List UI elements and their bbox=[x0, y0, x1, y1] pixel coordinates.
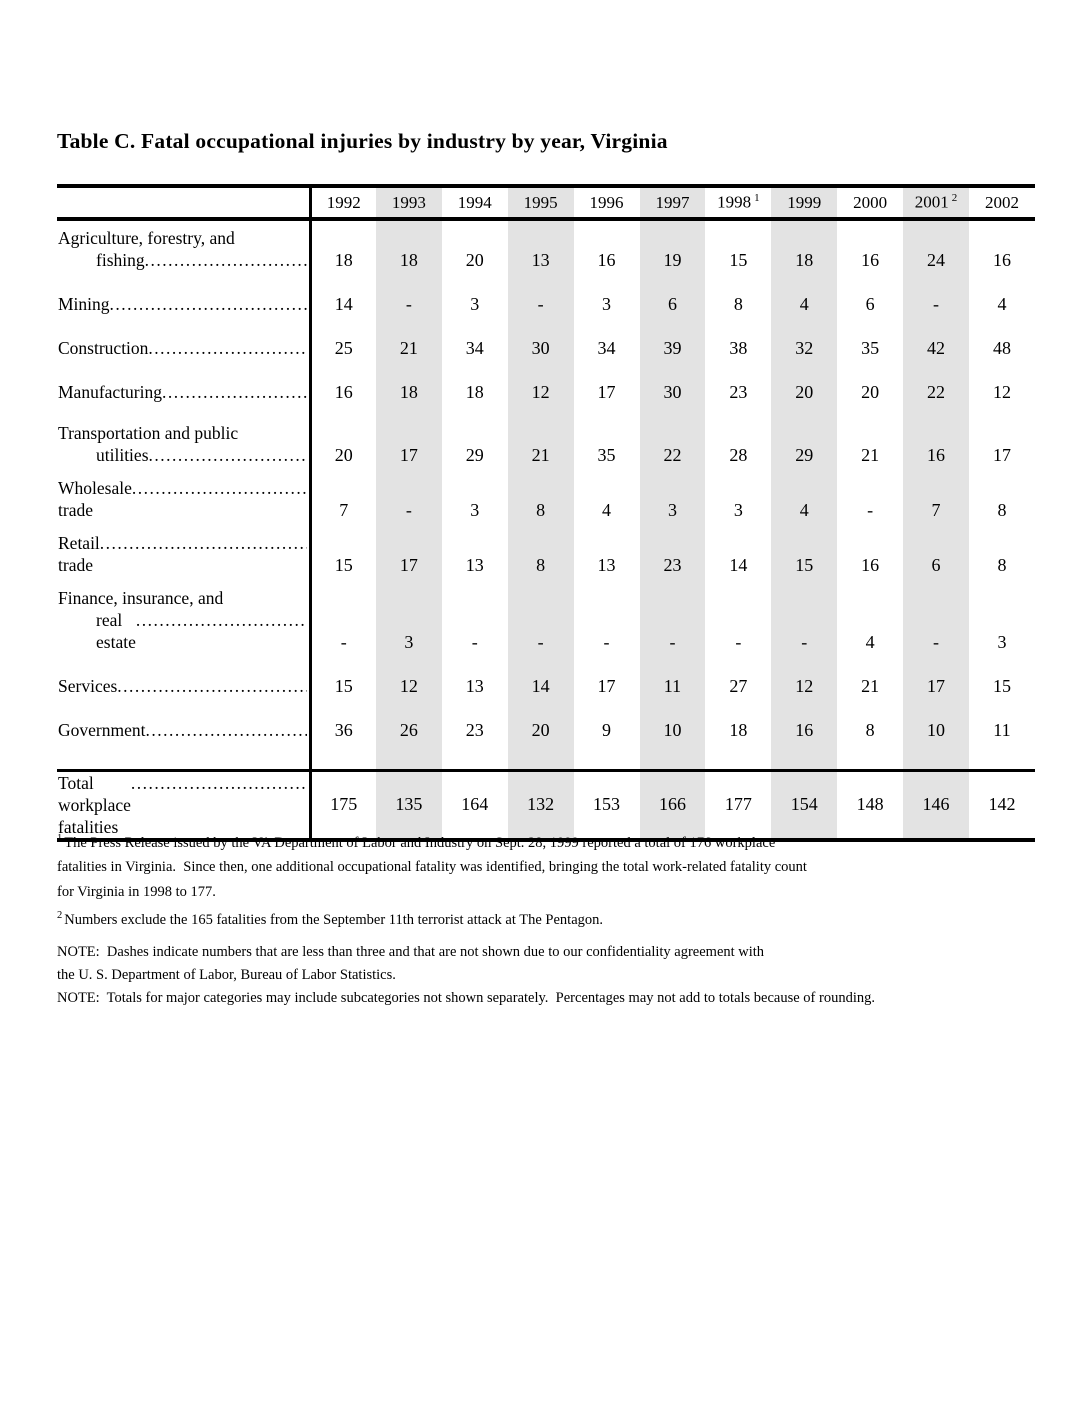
value-cell: 16 bbox=[861, 250, 880, 270]
value-cell: 18 bbox=[465, 382, 484, 402]
footnote-marker: 2 bbox=[57, 910, 63, 922]
total-value-cell: 177 bbox=[724, 794, 752, 814]
dot-leader bbox=[145, 249, 307, 271]
fatalities-table bbox=[57, 184, 1035, 842]
row-label-text: Finance, insurance, and bbox=[58, 588, 224, 608]
value-cell: 24 bbox=[903, 219, 969, 282]
value-cell: 3 bbox=[470, 294, 480, 314]
value-cell: - bbox=[640, 587, 706, 664]
industry-row bbox=[57, 708, 1035, 752]
total-value-cell: 166 bbox=[640, 770, 706, 840]
value-cell: 25 bbox=[334, 338, 353, 358]
row-label-text: real estate bbox=[96, 610, 136, 652]
year-header-1995 bbox=[508, 186, 574, 219]
value-cell: 12 bbox=[508, 370, 574, 414]
value-cell: - bbox=[376, 282, 442, 326]
value-cell: - bbox=[903, 587, 969, 664]
value-cell: 12 bbox=[992, 382, 1011, 402]
total-value-cell: 142 bbox=[988, 794, 1016, 814]
row-label-text: Wholesale trade bbox=[58, 478, 132, 520]
value-cell: 29 bbox=[771, 414, 837, 477]
row-label bbox=[57, 370, 310, 414]
year-header-1992 bbox=[310, 186, 376, 219]
value-cell: 4 bbox=[997, 294, 1007, 314]
value-cell: 15 bbox=[729, 250, 748, 270]
dot-leader bbox=[145, 719, 306, 741]
year-header-1999 bbox=[771, 186, 837, 219]
row-label-text: Services bbox=[58, 676, 118, 696]
industry-row bbox=[57, 326, 1035, 370]
value-cell: 39 bbox=[640, 326, 706, 370]
footnote-marker: 1 bbox=[754, 192, 760, 205]
dot-leader bbox=[131, 772, 307, 794]
value-cell: - bbox=[903, 282, 969, 326]
value-cell: 4 bbox=[602, 500, 612, 520]
value-cell: 36 bbox=[334, 720, 353, 740]
value-cell: 20 bbox=[508, 708, 574, 752]
value-cell: 17 bbox=[597, 676, 616, 696]
footnote-marker: 2 bbox=[951, 192, 958, 205]
value-cell: 21 bbox=[861, 445, 880, 465]
value-cell: 6 bbox=[903, 532, 969, 587]
year-label: 2002 bbox=[984, 192, 1019, 212]
value-cell: 3 bbox=[376, 587, 442, 664]
value-cell: 16 bbox=[771, 708, 837, 752]
footnote-line: $^1$ The Press Release issued by the VA Department of Labor and Industry on Sept. 28, 1999 reported a total of 176 workplace bbox=[57, 833, 776, 851]
value-cell: 35 bbox=[597, 445, 616, 465]
value-cell: 20 bbox=[334, 445, 353, 465]
year-label: 1995 bbox=[523, 192, 558, 212]
note-line: NOTE: Totals for major categories may include subcategories not shown separately. Percentages may not add to totals because of rounding. bbox=[57, 990, 875, 1006]
row-label-text: Retail trade bbox=[58, 533, 100, 575]
year-header-2001 bbox=[903, 186, 969, 219]
total-value-cell: 164 bbox=[461, 794, 489, 814]
row-label bbox=[57, 532, 310, 587]
value-cell: 16 bbox=[903, 414, 969, 477]
value-cell: 23 bbox=[465, 720, 484, 740]
value-cell: 3 bbox=[733, 500, 743, 520]
value-cell: 3 bbox=[470, 500, 480, 520]
value-cell: 8 bbox=[508, 532, 574, 587]
value-cell: 19 bbox=[640, 219, 706, 282]
value-cell: 15 bbox=[771, 532, 837, 587]
row-label-text: Transportation and public bbox=[58, 423, 239, 443]
industry-row bbox=[57, 664, 1035, 708]
year-label: 1994 bbox=[457, 192, 492, 212]
value-cell: - bbox=[508, 282, 574, 326]
year-header-1994 bbox=[442, 186, 508, 219]
value-cell: 42 bbox=[903, 326, 969, 370]
row-label bbox=[57, 587, 310, 664]
year-label: 1999 bbox=[787, 192, 822, 212]
value-cell: 26 bbox=[376, 708, 442, 752]
year-header-2002 bbox=[969, 186, 1035, 219]
value-cell: 16 bbox=[597, 250, 616, 270]
dot-leader bbox=[132, 477, 307, 499]
year-label: 2000 bbox=[853, 192, 888, 212]
value-cell: 10 bbox=[903, 708, 969, 752]
value-cell: 11 bbox=[640, 664, 706, 708]
value-cell: 28 bbox=[729, 445, 748, 465]
value-cell: 34 bbox=[597, 338, 616, 358]
spacer-row bbox=[57, 752, 1035, 770]
dot-leader bbox=[100, 532, 307, 554]
value-cell: 6 bbox=[640, 282, 706, 326]
industry-row bbox=[57, 282, 1035, 326]
value-cell: 23 bbox=[640, 532, 706, 587]
row-label-text: utilities bbox=[96, 445, 149, 465]
page-title: Table C. Fatal occupational injuries by industry by year, Virginia bbox=[57, 129, 668, 153]
value-cell: 20 bbox=[861, 382, 880, 402]
value-cell: 14 bbox=[729, 555, 748, 575]
value-cell: 8 bbox=[733, 294, 743, 314]
value-cell: 13 bbox=[508, 219, 574, 282]
dot-leader bbox=[162, 381, 307, 403]
value-cell: 3 bbox=[602, 294, 612, 314]
value-cell: 16 bbox=[334, 382, 353, 402]
value-cell: 15 bbox=[334, 555, 353, 575]
row-label-text: Mining bbox=[58, 294, 110, 314]
value-cell: 18 bbox=[771, 219, 837, 282]
value-cell: 21 bbox=[508, 414, 574, 477]
year-label: 1996 bbox=[589, 192, 624, 212]
value-cell: 4 bbox=[865, 632, 875, 652]
note-line: the U. S. Department of Labor, Bureau of Labor Statistics. bbox=[57, 967, 396, 983]
industry-row bbox=[57, 587, 1035, 664]
value-cell: 20 bbox=[771, 370, 837, 414]
total-value-cell: 135 bbox=[376, 770, 442, 840]
total-value-cell: 132 bbox=[508, 770, 574, 840]
value-cell: - bbox=[376, 477, 442, 532]
value-cell: 13 bbox=[465, 676, 484, 696]
row-label-text: Agriculture, forestry, and bbox=[58, 228, 235, 248]
row-label-text: Government bbox=[58, 720, 146, 740]
year-header-row bbox=[57, 186, 1035, 219]
value-cell: 35 bbox=[861, 338, 880, 358]
value-cell: 30 bbox=[640, 370, 706, 414]
value-cell: - bbox=[340, 632, 347, 652]
value-cell: 13 bbox=[597, 555, 616, 575]
year-header-1996 bbox=[574, 186, 640, 219]
row-label bbox=[57, 326, 310, 370]
value-cell: 12 bbox=[376, 664, 442, 708]
row-label bbox=[57, 282, 310, 326]
row-label-text: Construction bbox=[58, 338, 149, 358]
value-cell: 17 bbox=[376, 414, 442, 477]
value-cell: 29 bbox=[465, 445, 484, 465]
dot-leader bbox=[136, 609, 307, 631]
industry-row bbox=[57, 532, 1035, 587]
industry-row bbox=[57, 219, 1035, 282]
value-cell: 34 bbox=[465, 338, 484, 358]
value-cell: 17 bbox=[903, 664, 969, 708]
value-cell: 38 bbox=[729, 338, 748, 358]
value-cell: - bbox=[603, 632, 610, 652]
year-label: 1992 bbox=[326, 192, 361, 212]
total-label-text: Total workplace fatalities bbox=[58, 772, 131, 837]
value-cell: 18 bbox=[729, 720, 748, 740]
value-cell: 16 bbox=[992, 250, 1011, 270]
value-cell: 4 bbox=[771, 282, 837, 326]
value-cell: 7 bbox=[903, 477, 969, 532]
total-value-cell: 154 bbox=[771, 770, 837, 840]
year-header-2000 bbox=[837, 186, 903, 219]
note-line: NOTE: Dashes indicate numbers that are less than three and that are not shown due to our confidentiality agreement with bbox=[57, 944, 765, 960]
dot-leader bbox=[149, 444, 307, 466]
value-cell: 8 bbox=[508, 477, 574, 532]
footnote-line: $^2$ Numbers exclude the 165 fatalities from the September 11th terrorist attack at The Pentagon. bbox=[57, 910, 604, 929]
row-label bbox=[57, 708, 310, 752]
value-cell: 18 bbox=[376, 219, 442, 282]
value-cell: 22 bbox=[903, 370, 969, 414]
value-cell: 8 bbox=[865, 720, 875, 740]
value-cell: 10 bbox=[640, 708, 706, 752]
row-label-text: Manufacturing bbox=[58, 382, 162, 402]
value-cell: 14 bbox=[508, 664, 574, 708]
value-cell: 21 bbox=[376, 326, 442, 370]
value-cell: 21 bbox=[861, 676, 880, 696]
value-cell: 9 bbox=[602, 720, 612, 740]
value-cell: 7 bbox=[339, 500, 349, 520]
value-cell: - bbox=[508, 587, 574, 664]
stub-header-cell bbox=[57, 186, 310, 219]
value-cell: 8 bbox=[997, 500, 1007, 520]
row-label bbox=[57, 219, 310, 282]
value-cell: 14 bbox=[334, 294, 353, 314]
dot-leader bbox=[110, 293, 307, 315]
value-cell: 3 bbox=[640, 477, 706, 532]
value-cell: 22 bbox=[640, 414, 706, 477]
footnotes bbox=[57, 827, 807, 933]
value-cell: 27 bbox=[729, 676, 748, 696]
value-cell: 17 bbox=[376, 532, 442, 587]
value-cell: 17 bbox=[597, 382, 616, 402]
row-label-text: fishing bbox=[96, 250, 145, 270]
value-cell: - bbox=[735, 632, 742, 652]
value-cell: 20 bbox=[465, 250, 484, 270]
industry-row bbox=[57, 414, 1035, 477]
year-header-1993 bbox=[376, 186, 442, 219]
dot-leader bbox=[117, 675, 306, 697]
row-label bbox=[57, 414, 310, 477]
value-cell: 18 bbox=[376, 370, 442, 414]
value-cell: 48 bbox=[992, 338, 1011, 358]
industry-row bbox=[57, 370, 1035, 414]
year-label: 2001 bbox=[914, 192, 949, 212]
notes bbox=[57, 941, 875, 1010]
value-cell: 8 bbox=[997, 555, 1007, 575]
year-label: 1998 bbox=[717, 192, 752, 212]
value-cell: 23 bbox=[729, 382, 748, 402]
value-cell: 18 bbox=[334, 250, 353, 270]
dot-leader bbox=[148, 337, 306, 359]
value-cell: 30 bbox=[508, 326, 574, 370]
year-label: 1993 bbox=[391, 192, 426, 212]
footnote-marker: 1 bbox=[57, 833, 63, 844]
year-label: 1997 bbox=[655, 192, 690, 212]
year-header-1998 bbox=[705, 186, 771, 219]
value-cell: - bbox=[867, 500, 874, 520]
value-cell: - bbox=[471, 632, 478, 652]
value-cell: 13 bbox=[465, 555, 484, 575]
value-cell: 4 bbox=[771, 477, 837, 532]
value-cell: 12 bbox=[771, 664, 837, 708]
value-cell: 6 bbox=[865, 294, 875, 314]
year-header-1997 bbox=[640, 186, 706, 219]
value-cell: 3 bbox=[997, 632, 1007, 652]
value-cell: 15 bbox=[992, 676, 1011, 696]
value-cell: 11 bbox=[993, 720, 1011, 740]
total-value-cell: 148 bbox=[856, 794, 884, 814]
total-value-cell: 153 bbox=[593, 794, 621, 814]
value-cell: 32 bbox=[771, 326, 837, 370]
value-cell: - bbox=[771, 587, 837, 664]
footnote-line: fatalities in Virginia. Since then, one additional occupational fatality was identified, bringing the total work-related fatality count bbox=[57, 859, 807, 876]
total-value-cell: 175 bbox=[330, 794, 358, 814]
value-cell: 15 bbox=[334, 676, 353, 696]
total-value-cell: 146 bbox=[903, 770, 969, 840]
row-label bbox=[57, 664, 310, 708]
footnote-line: for Virginia in 1998 to 177. bbox=[57, 883, 216, 900]
value-cell: 17 bbox=[992, 445, 1011, 465]
row-label bbox=[57, 477, 310, 532]
value-cell: 16 bbox=[861, 555, 880, 575]
industry-row bbox=[57, 477, 1035, 532]
